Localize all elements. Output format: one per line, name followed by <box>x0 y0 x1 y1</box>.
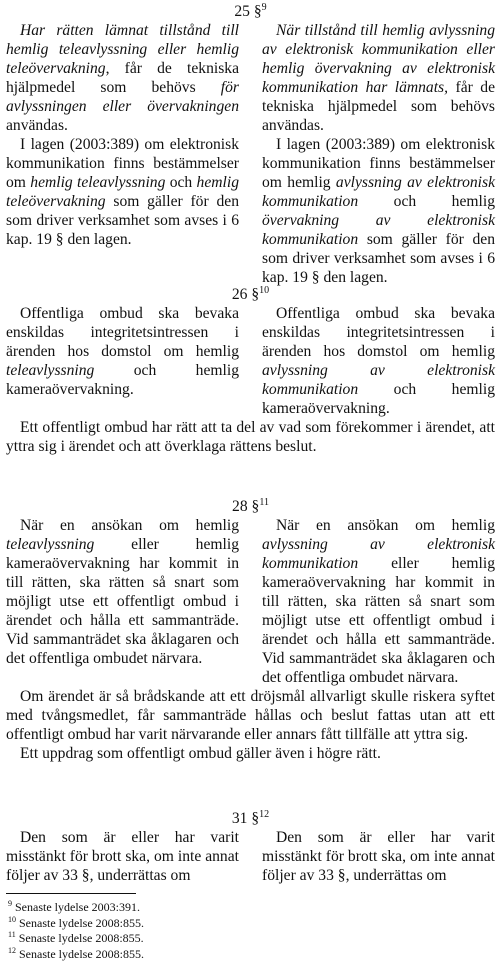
text-run: När en ansökan om hemlig <box>276 517 495 534</box>
section-26 <box>6 285 495 456</box>
comparison-columns <box>6 304 495 418</box>
footnote-divider <box>6 893 136 894</box>
footnote-text: Senaste lydelse 2008:855. <box>15 931 144 945</box>
footnote-number: 10 <box>8 914 16 924</box>
paragraph <box>6 828 239 885</box>
footnote <box>8 947 144 963</box>
paragraph <box>262 21 495 135</box>
italic-text: avlyssning av elektronisk kommunikation <box>262 536 495 572</box>
text-run: Den som är eller har varit misstänkt för brott ska, om inte annat följer av 33 §, underrättas om <box>262 829 495 884</box>
footnote-number: 11 <box>8 930 16 939</box>
text-run: Offentliga ombud ska bevaka enskildas integritetsintressen i ärenden hos domstol om hemlig <box>262 305 495 360</box>
text-run: som gäller för den som driver verksamhet som avses i 6 kap. 19 § den lagen. <box>262 231 495 286</box>
footnote <box>8 931 144 947</box>
section-heading: 26 §$^{10}$ <box>231 284 270 303</box>
paragraph: Om ärendet är så brådskande att ett dröjsmål allvarligt skulle riskera syftet med tvångsmedlet, får sammanträde hållas och beslut fattas utan att ett offentligt ombud har varit närvarande eller annars fått tillfälle att yttra sig. <box>6 688 495 743</box>
paragraph <box>262 516 495 687</box>
paragraph <box>6 135 239 249</box>
paragraph: Ett uppdrag som offentligt ombud gäller även i högre rätt. <box>20 745 381 762</box>
footnotes <box>8 900 144 962</box>
left-column-current-wording <box>6 304 239 418</box>
common-paragraphs <box>6 418 495 456</box>
left-column-current-wording <box>6 21 239 287</box>
section-heading: 31 §$^{12}$ <box>231 808 270 827</box>
paragraph <box>6 304 239 399</box>
paragraph <box>262 828 495 885</box>
comparison-columns <box>6 828 495 885</box>
right-column-proposed-wording <box>262 828 495 885</box>
right-column-proposed-wording <box>262 21 495 287</box>
italic-text: övervakning av elektronisk kommunikation <box>262 212 495 248</box>
text-run: Offentliga ombud ska bevaka enskildas integritetsintressen i ärenden hos domstol om hemlig <box>6 305 239 360</box>
footnote-number: 9 <box>8 899 12 908</box>
comparison-columns <box>6 21 495 287</box>
text-run: , får de tekniska hjälpmedel som behövs <box>6 60 239 96</box>
common-paragraphs <box>6 687 495 763</box>
section-31 <box>6 809 495 885</box>
text-run: eller hemlig kameraövervakning har kommit in till rätten, ska rätten så snart som möjligt utse ett offentligt ombud i ärendet och hålla ett sammanträde. Vid sammanträdet ska åklagaren och det offentliga ombudet närvara. <box>262 555 495 686</box>
section-25 <box>6 2 495 287</box>
footnote-number: 12 <box>8 945 16 955</box>
left-column-current-wording <box>6 516 239 687</box>
italic-text: hemlig teleövervakning <box>6 174 239 210</box>
footnote <box>8 916 144 932</box>
paragraph <box>262 304 495 418</box>
paragraph: Ett offentligt ombud har rätt att ta del av vad som förekommer i ärendet, att yttra sig i ärendet och att överklaga rättens beslut. <box>6 419 495 455</box>
text-run: som gäller för den som driver verksamhet som avses i 6 kap. 19 § den lagen. <box>6 193 239 248</box>
paragraph <box>6 21 239 135</box>
italic-text: När tillstånd till hemlig avlyssning av elektronisk kommunikation eller hemlig övervakning av elektronisk kommunikation har lämnats, <box>262 22 495 96</box>
comparison-columns <box>6 516 495 687</box>
italic-text: för avlyssningen eller övervakningen <box>6 79 239 115</box>
italic-text: teleavlyssning <box>6 536 95 553</box>
left-column-current-wording <box>6 828 239 885</box>
italic-text: teleavlyssning <box>6 362 95 379</box>
footnote <box>8 900 144 916</box>
italic-text: Har rätten lämnat tillstånd till hemlig teleavlyssning eller hemlig teleövervakning <box>6 22 239 77</box>
italic-text: hemlig teleavlyssning <box>30 174 166 191</box>
paragraph <box>262 135 495 287</box>
text-run: och hemlig <box>358 193 495 210</box>
text-run: får de tekniska hjälpmedel som behövs användas. <box>262 79 495 134</box>
text-run: och hemlig kameraövervakning. <box>262 381 495 417</box>
footnote-text: Senaste lydelse 2008:855. <box>16 915 144 930</box>
section-heading: 28 §$^{11}$ <box>232 496 269 515</box>
paragraph <box>6 516 239 668</box>
text-run: I lagen (2003:389) om elektronisk kommunikation finns bestämmelser om <box>6 136 239 191</box>
right-column-proposed-wording <box>262 516 495 687</box>
section-28 <box>6 497 495 763</box>
text-run: användas. <box>6 117 68 134</box>
text-run: I lagen (2003:389) om elektronisk kommunikation finns bestämmelser om hemlig <box>262 136 495 191</box>
right-column-proposed-wording <box>262 304 495 418</box>
italic-text: avlyssning av elektronisk kommunikation <box>262 362 495 398</box>
text-run: eller hemlig kameraövervakning har kommit in till rätten, ska rätten så snart som möjligt utse ett offentligt ombud i ärendet och hålla ett sammanträde. Vid sammanträdet ska åklagaren och det offentliga ombudet närvara. <box>6 536 239 667</box>
text-run: och hemlig kameraövervakning. <box>6 362 239 398</box>
footnote-text: Senaste lydelse 2003:391. <box>12 900 140 914</box>
text-run: och <box>165 174 197 191</box>
italic-text: avlyssning av elektronisk kommunikation <box>262 174 495 210</box>
footnote-text: Senaste lydelse 2008:855. <box>16 946 144 961</box>
section-heading: 25 §$^9$ <box>234 1 267 20</box>
text-run: När en ansökan om hemlig <box>20 517 239 534</box>
text-run: Den som är eller har varit misstänkt för brott ska, om inte annat följer av 33 §, underrättas om <box>6 829 239 884</box>
